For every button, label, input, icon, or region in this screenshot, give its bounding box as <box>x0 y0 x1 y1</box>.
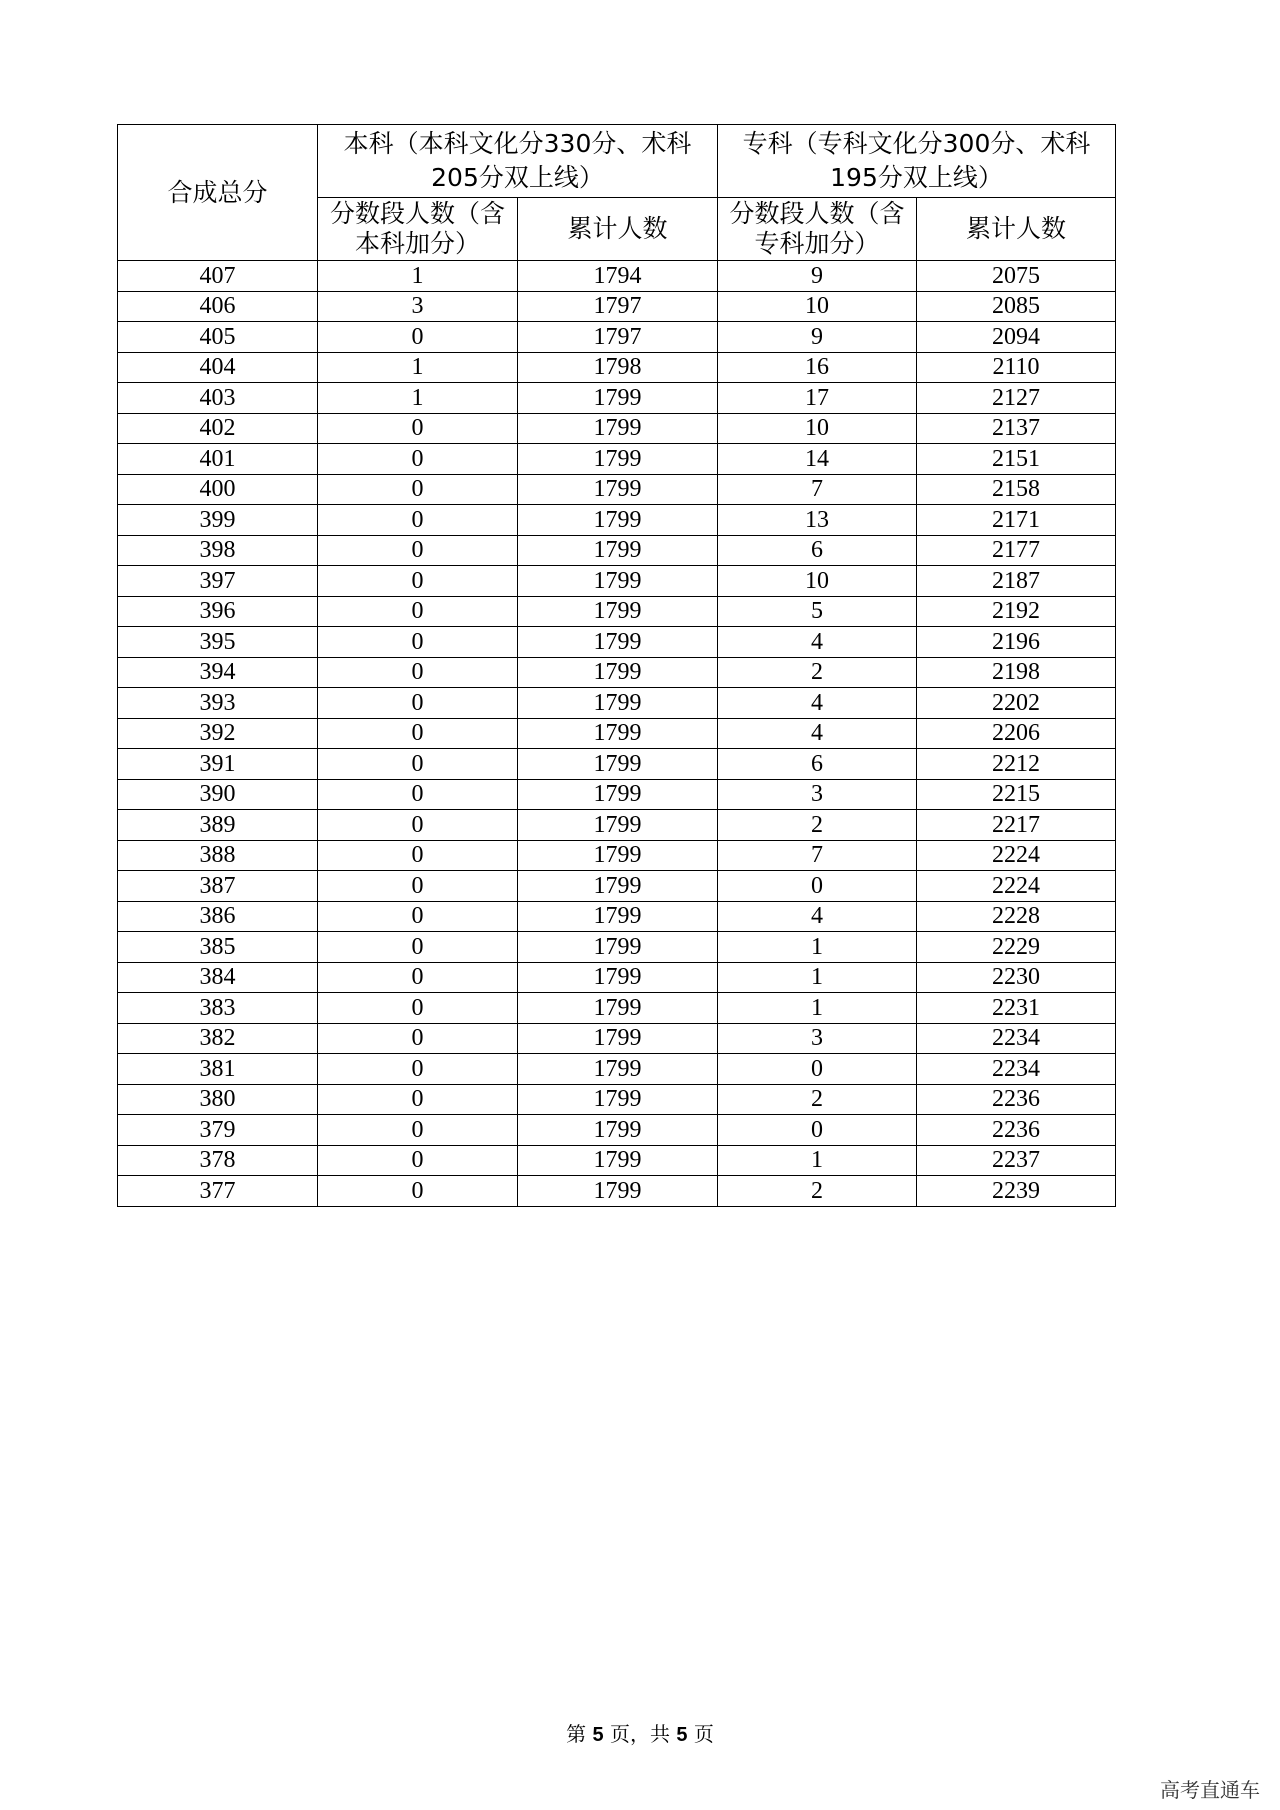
cell-benke-segment: 0 <box>318 627 518 658</box>
cell-score: 386 <box>118 901 318 932</box>
table-row <box>118 1115 1116 1146</box>
cell-zhuanke-segment: 4 <box>718 901 917 932</box>
table-row <box>118 261 1116 292</box>
cell-zhuanke-cumulative: 2075 <box>917 261 1116 292</box>
cell-zhuanke-cumulative: 2239 <box>917 1176 1116 1207</box>
cell-benke-segment: 0 <box>318 596 518 627</box>
table-row <box>118 444 1116 475</box>
cell-benke-segment: 0 <box>318 1115 518 1146</box>
cell-score: 377 <box>118 1176 318 1207</box>
cell-score: 396 <box>118 596 318 627</box>
cell-zhuanke-segment: 2 <box>718 1176 917 1207</box>
table-row <box>118 810 1116 841</box>
cell-benke-segment: 0 <box>318 505 518 536</box>
cell-zhuanke-segment: 6 <box>718 535 917 566</box>
cell-zhuanke-cumulative: 2094 <box>917 322 1116 353</box>
cell-score: 399 <box>118 505 318 536</box>
table-row <box>118 627 1116 658</box>
header-zhuanke-segment: 分数段人数（含专科加分） <box>718 198 917 261</box>
table-row <box>118 352 1116 383</box>
cell-zhuanke-segment: 1 <box>718 993 917 1024</box>
cell-benke-cumulative: 1799 <box>518 1084 718 1115</box>
cell-benke-segment: 0 <box>318 535 518 566</box>
table-row <box>118 718 1116 749</box>
cell-benke-segment: 0 <box>318 901 518 932</box>
cell-score: 394 <box>118 657 318 688</box>
cell-benke-segment: 0 <box>318 1054 518 1085</box>
cell-zhuanke-segment: 0 <box>718 871 917 902</box>
cell-score: 390 <box>118 779 318 810</box>
cell-zhuanke-cumulative: 2236 <box>917 1084 1116 1115</box>
table-row <box>118 657 1116 688</box>
table-row <box>118 840 1116 871</box>
footer-page-number: 5 <box>592 1724 604 1746</box>
cell-benke-cumulative: 1799 <box>518 871 718 902</box>
cell-benke-segment: 0 <box>318 718 518 749</box>
cell-zhuanke-cumulative: 2137 <box>917 413 1116 444</box>
cell-score: 384 <box>118 962 318 993</box>
table-row <box>118 1023 1116 1054</box>
cell-score: 380 <box>118 1084 318 1115</box>
cell-benke-cumulative: 1799 <box>518 596 718 627</box>
cell-benke-segment: 0 <box>318 322 518 353</box>
table-body <box>118 261 1116 1207</box>
cell-score: 389 <box>118 810 318 841</box>
cell-zhuanke-cumulative: 2110 <box>917 352 1116 383</box>
cell-zhuanke-cumulative: 2231 <box>917 993 1116 1024</box>
cell-benke-cumulative: 1799 <box>518 657 718 688</box>
cell-benke-cumulative: 1799 <box>518 566 718 597</box>
cell-zhuanke-cumulative: 2187 <box>917 566 1116 597</box>
cell-benke-cumulative: 1799 <box>518 1023 718 1054</box>
cell-benke-cumulative: 1799 <box>518 718 718 749</box>
cell-benke-segment: 0 <box>318 749 518 780</box>
cell-zhuanke-cumulative: 2151 <box>917 444 1116 475</box>
cell-zhuanke-cumulative: 2217 <box>917 810 1116 841</box>
table-row <box>118 1176 1116 1207</box>
cell-zhuanke-segment: 1 <box>718 1145 917 1176</box>
cell-zhuanke-cumulative: 2224 <box>917 840 1116 871</box>
table-row <box>118 962 1116 993</box>
cell-zhuanke-cumulative: 2230 <box>917 962 1116 993</box>
cell-zhuanke-segment: 17 <box>718 383 917 414</box>
cell-score: 385 <box>118 932 318 963</box>
cell-benke-segment: 0 <box>318 840 518 871</box>
cell-score: 381 <box>118 1054 318 1085</box>
cell-benke-cumulative: 1799 <box>518 749 718 780</box>
table-row <box>118 871 1116 902</box>
cell-score: 383 <box>118 993 318 1024</box>
cell-zhuanke-segment: 6 <box>718 749 917 780</box>
cell-zhuanke-segment: 2 <box>718 1084 917 1115</box>
cell-benke-cumulative: 1797 <box>518 291 718 322</box>
cell-benke-cumulative: 1799 <box>518 993 718 1024</box>
cell-benke-segment: 0 <box>318 932 518 963</box>
cell-score: 379 <box>118 1115 318 1146</box>
table-row <box>118 413 1116 444</box>
cell-benke-segment: 0 <box>318 657 518 688</box>
cell-score: 387 <box>118 871 318 902</box>
cell-benke-segment: 0 <box>318 1145 518 1176</box>
table-row <box>118 474 1116 505</box>
cell-zhuanke-cumulative: 2171 <box>917 505 1116 536</box>
cell-benke-segment: 0 <box>318 474 518 505</box>
cell-zhuanke-segment: 14 <box>718 444 917 475</box>
cell-score: 391 <box>118 749 318 780</box>
cell-benke-cumulative: 1799 <box>518 444 718 475</box>
cell-benke-segment: 0 <box>318 962 518 993</box>
cell-zhuanke-segment: 7 <box>718 474 917 505</box>
table-row <box>118 596 1116 627</box>
cell-benke-segment: 0 <box>318 779 518 810</box>
cell-zhuanke-cumulative: 2234 <box>917 1023 1116 1054</box>
cell-score: 405 <box>118 322 318 353</box>
table-header <box>118 125 1116 261</box>
cell-score: 403 <box>118 383 318 414</box>
cell-zhuanke-cumulative: 2202 <box>917 688 1116 719</box>
header-benke-group: 本科（本科文化分330分、术科205分双上线） <box>318 125 718 198</box>
table-row <box>118 1054 1116 1085</box>
table-row <box>118 932 1116 963</box>
cell-zhuanke-cumulative: 2127 <box>917 383 1116 414</box>
table-row <box>118 749 1116 780</box>
cell-score: 407 <box>118 261 318 292</box>
cell-benke-segment: 3 <box>318 291 518 322</box>
cell-zhuanke-cumulative: 2206 <box>917 718 1116 749</box>
table-row <box>118 1084 1116 1115</box>
cell-benke-segment: 0 <box>318 1023 518 1054</box>
table-row <box>118 993 1116 1024</box>
table-row <box>118 1145 1116 1176</box>
table-row <box>118 505 1116 536</box>
cell-zhuanke-segment: 1 <box>718 962 917 993</box>
cell-zhuanke-segment: 16 <box>718 352 917 383</box>
cell-benke-segment: 0 <box>318 688 518 719</box>
cell-zhuanke-segment: 10 <box>718 413 917 444</box>
cell-score: 388 <box>118 840 318 871</box>
cell-score: 393 <box>118 688 318 719</box>
cell-score: 404 <box>118 352 318 383</box>
cell-benke-cumulative: 1798 <box>518 352 718 383</box>
cell-benke-segment: 0 <box>318 810 518 841</box>
cell-zhuanke-segment: 2 <box>718 810 917 841</box>
header-benke-segment: 分数段人数（含本科加分） <box>318 198 518 261</box>
cell-zhuanke-cumulative: 2085 <box>917 291 1116 322</box>
cell-benke-segment: 0 <box>318 1084 518 1115</box>
cell-zhuanke-segment: 3 <box>718 779 917 810</box>
cell-zhuanke-cumulative: 2228 <box>917 901 1116 932</box>
cell-score: 378 <box>118 1145 318 1176</box>
cell-benke-cumulative: 1799 <box>518 1054 718 1085</box>
cell-zhuanke-segment: 7 <box>718 840 917 871</box>
cell-zhuanke-cumulative: 2198 <box>917 657 1116 688</box>
cell-benke-segment: 0 <box>318 566 518 597</box>
cell-zhuanke-segment: 4 <box>718 688 917 719</box>
watermark: 高考直通车 <box>1160 1778 1260 1802</box>
cell-score: 401 <box>118 444 318 475</box>
cell-benke-cumulative: 1799 <box>518 474 718 505</box>
score-distribution-table <box>117 124 1116 1207</box>
cell-score: 382 <box>118 1023 318 1054</box>
cell-benke-segment: 0 <box>318 1176 518 1207</box>
cell-benke-cumulative: 1799 <box>518 962 718 993</box>
cell-benke-segment: 0 <box>318 993 518 1024</box>
cell-zhuanke-cumulative: 2196 <box>917 627 1116 658</box>
cell-benke-cumulative: 1799 <box>518 383 718 414</box>
cell-score: 398 <box>118 535 318 566</box>
cell-benke-segment: 0 <box>318 413 518 444</box>
table-row <box>118 688 1116 719</box>
table-row <box>118 291 1116 322</box>
header-benke-cumulative: 累计人数 <box>518 198 718 261</box>
cell-zhuanke-cumulative: 2236 <box>917 1115 1116 1146</box>
cell-benke-cumulative: 1797 <box>518 322 718 353</box>
table-row <box>118 566 1116 597</box>
cell-benke-cumulative: 1799 <box>518 932 718 963</box>
cell-benke-cumulative: 1799 <box>518 688 718 719</box>
cell-score: 397 <box>118 566 318 597</box>
cell-zhuanke-segment: 9 <box>718 261 917 292</box>
table-row <box>118 535 1116 566</box>
footer-suffix: 页 <box>687 1722 714 1746</box>
cell-zhuanke-segment: 0 <box>718 1054 917 1085</box>
table-row <box>118 901 1116 932</box>
cell-zhuanke-segment: 13 <box>718 505 917 536</box>
cell-benke-cumulative: 1799 <box>518 1176 718 1207</box>
cell-score: 406 <box>118 291 318 322</box>
cell-zhuanke-segment: 1 <box>718 932 917 963</box>
table-row <box>118 383 1116 414</box>
cell-zhuanke-cumulative: 2177 <box>917 535 1116 566</box>
cell-benke-cumulative: 1799 <box>518 1115 718 1146</box>
footer-prefix: 第 <box>566 1722 593 1746</box>
cell-benke-segment: 0 <box>318 444 518 475</box>
cell-zhuanke-segment: 4 <box>718 718 917 749</box>
header-zhuanke-cumulative: 累计人数 <box>917 198 1116 261</box>
cell-zhuanke-segment: 10 <box>718 291 917 322</box>
page-footer <box>0 1718 1280 1747</box>
table-row <box>118 322 1116 353</box>
cell-benke-cumulative: 1799 <box>518 779 718 810</box>
cell-zhuanke-cumulative: 2192 <box>917 596 1116 627</box>
cell-zhuanke-segment: 4 <box>718 627 917 658</box>
cell-zhuanke-segment: 9 <box>718 322 917 353</box>
cell-zhuanke-cumulative: 2215 <box>917 779 1116 810</box>
cell-zhuanke-cumulative: 2224 <box>917 871 1116 902</box>
cell-benke-segment: 0 <box>318 871 518 902</box>
cell-benke-cumulative: 1799 <box>518 627 718 658</box>
cell-benke-cumulative: 1799 <box>518 840 718 871</box>
cell-benke-cumulative: 1799 <box>518 810 718 841</box>
table-row <box>118 779 1116 810</box>
cell-score: 395 <box>118 627 318 658</box>
cell-zhuanke-segment: 0 <box>718 1115 917 1146</box>
cell-benke-segment: 1 <box>318 383 518 414</box>
footer-middle: 页，共 <box>603 1722 677 1746</box>
cell-score: 400 <box>118 474 318 505</box>
cell-zhuanke-cumulative: 2237 <box>917 1145 1116 1176</box>
cell-benke-segment: 1 <box>318 261 518 292</box>
cell-zhuanke-cumulative: 2158 <box>917 474 1116 505</box>
cell-zhuanke-cumulative: 2212 <box>917 749 1116 780</box>
cell-benke-cumulative: 1799 <box>518 413 718 444</box>
cell-benke-cumulative: 1794 <box>518 261 718 292</box>
cell-zhuanke-cumulative: 2229 <box>917 932 1116 963</box>
cell-benke-cumulative: 1799 <box>518 1145 718 1176</box>
cell-score: 402 <box>118 413 318 444</box>
cell-zhuanke-segment: 5 <box>718 596 917 627</box>
cell-benke-segment: 1 <box>318 352 518 383</box>
cell-zhuanke-cumulative: 2234 <box>917 1054 1116 1085</box>
cell-score: 392 <box>118 718 318 749</box>
cell-benke-cumulative: 1799 <box>518 901 718 932</box>
footer-total-pages: 5 <box>676 1724 688 1746</box>
cell-zhuanke-segment: 3 <box>718 1023 917 1054</box>
header-score: 合成总分 <box>118 125 318 261</box>
cell-zhuanke-segment: 2 <box>718 657 917 688</box>
cell-zhuanke-segment: 10 <box>718 566 917 597</box>
cell-benke-cumulative: 1799 <box>518 505 718 536</box>
cell-benke-cumulative: 1799 <box>518 535 718 566</box>
header-zhuanke-group: 专科（专科文化分300分、术科195分双上线） <box>718 125 1116 198</box>
